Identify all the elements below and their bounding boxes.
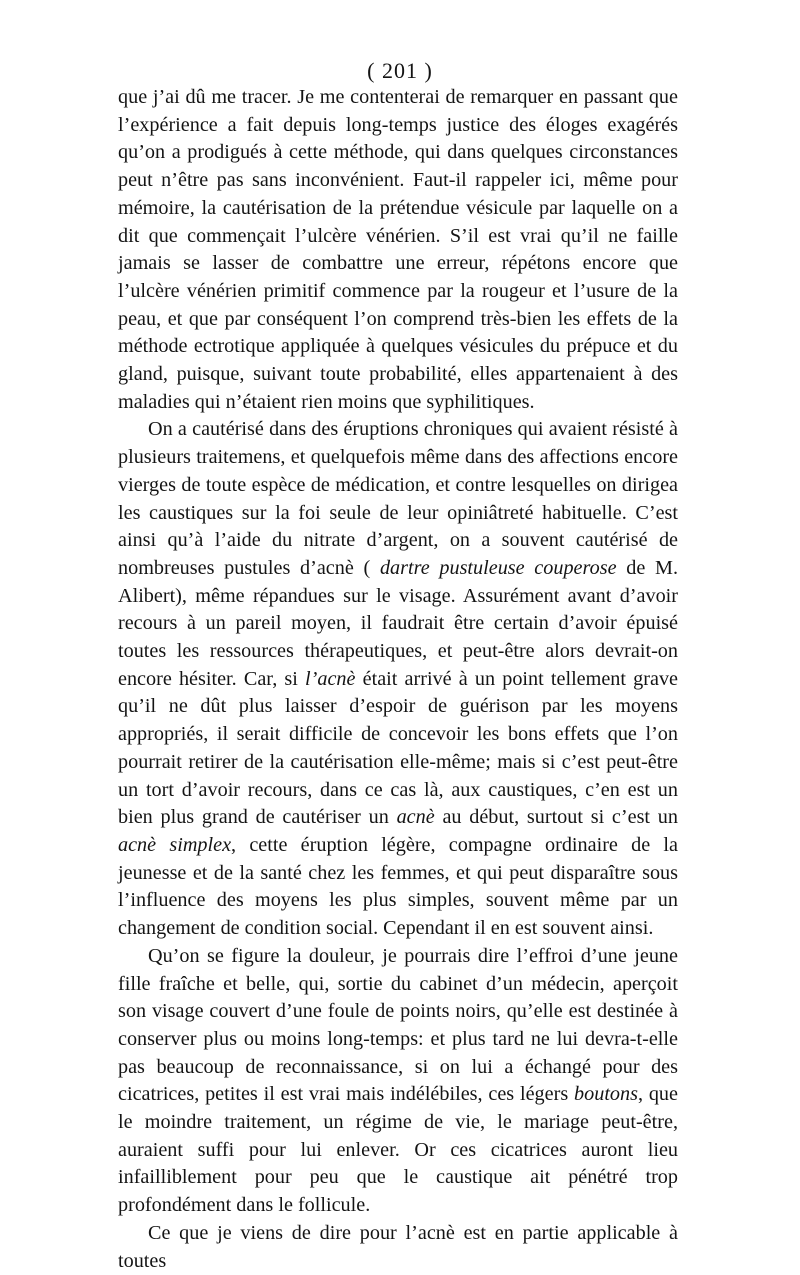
paragraph-2-text-d: au début, surtout si c’est un [434,806,678,829]
paragraph-3-text-a: Qu’on se figure la douleur, je pourrais dire l’effroi d’une jeune fille fraîche et belle, qui, sortie du cabinet d’un médecin, aperçoit son visage couvert d’une foule de points noirs, qu’elle est destinée à conserver plus ou moins long-temps: et plus tard ne lui devra-t-elle pas beaucoup de reconnaissance, si on lui a échangé pour des cicatrices, petites il est vrai mais indélébiles, ces légers [118,944,678,1106]
paragraph-2 [118,416,678,942]
italic-term-lacne: l’acnè [305,667,356,690]
paragraph-2-text-c: était arrivé à un point tellement grave qu’il ne dût plus laisser d’espoir de guérison par les moyens appropriés, il serait difficile de concevoir les bons effets que l’on pourrait retirer de la cautérisation elle-même; mais si c’est peut-être un tort d’avoir recours, dans ce cas là, aux caustiques, c’en est un bien plus grand de cautériser un [118,667,679,829]
paragraph-4-text: Ce que je viens de dire pour l’acnè est en partie applicable à toutes [118,1221,678,1272]
body-text [118,84,678,1275]
italic-term-dartre: dartre pustuleuse couperose [379,556,617,579]
paragraph-4 [118,1220,678,1275]
page-number: ( 201 ) [367,58,433,83]
italic-term-acne: acnè [396,806,435,829]
paragraph-2-text-a: On a cautérisé dans des éruptions chroniques qui avaient résisté à plusieurs traitemens, et quelquefois même dans des affections encore vierges de toute espèce de médication, et contre lesquelles on dirigea les caustiques sur la foi seule de leur opiniâtreté habituelle. C’est ainsi qu’à l’aide du nitrate d’argent, on a souvent cautérisé de nombreuses pustules d’acnè ( [118,418,678,579]
paragraph-2-text-b: de M. Alibert), même répandues sur le visage. Assurément avant d’avoir recours à un pareil moyen, il faudrait être certain d’avoir épuisé toutes les ressources thérapeutiques, et peut-être alors devrait-on encore hésiter. Car, si [118,556,678,690]
italic-term-boutons: boutons [574,1083,638,1106]
paragraph-3-text-b: , que le moindre traitement, un régime de vie, le mariage peut-être, auraient suffi pour lui enlever. Or ces cicatrices auront lieu infailliblement pour peu que le caustique ait pénétré trop profondément dans le follicule. [118,1083,678,1217]
paragraph-3 [118,943,678,1220]
paragraph-1 [118,84,678,416]
italic-term-acne-simplex: acnè simplex [118,833,232,856]
paragraph-2-text-e: , cette éruption légère, compagne ordinaire de la jeunesse et de la santé chez les femmes, et qui peut disparaître sous l’influence des moyens les plus simples, souvent même par un changement de condition social. Cependant il en est souvent ainsi. [118,833,678,940]
paragraph-1-text: que j’ai dû me tracer. Je me contenterai de remarquer en passant que l’expérience a fait depuis long-temps justice des éloges exagérés qu’on a prodigués à cette méthode, qui dans quelques circonstances peut n’être pas sans inconvénient. Faut-il rappeler ici, même pour mémoire, la cautérisation de la prétendue vésicule par laquelle on a dit que commençait l’ulcère vénérien. S’il est vrai qu’il ne faille jamais se lasser de combattre une erreur, répétons encore que l’ulcère vénérien primitif commence par la rougeur et l’usure de la peau, et que par conséquent l’on comprend très-bien les effets de la méthode ectrotique appliquée à quelques vésicules du prépuce et du gland, puisque, suivant toute probabilité, elles appartenaient à des maladies qui n’étaient rien moins que syphilitiques. [118,86,678,413]
